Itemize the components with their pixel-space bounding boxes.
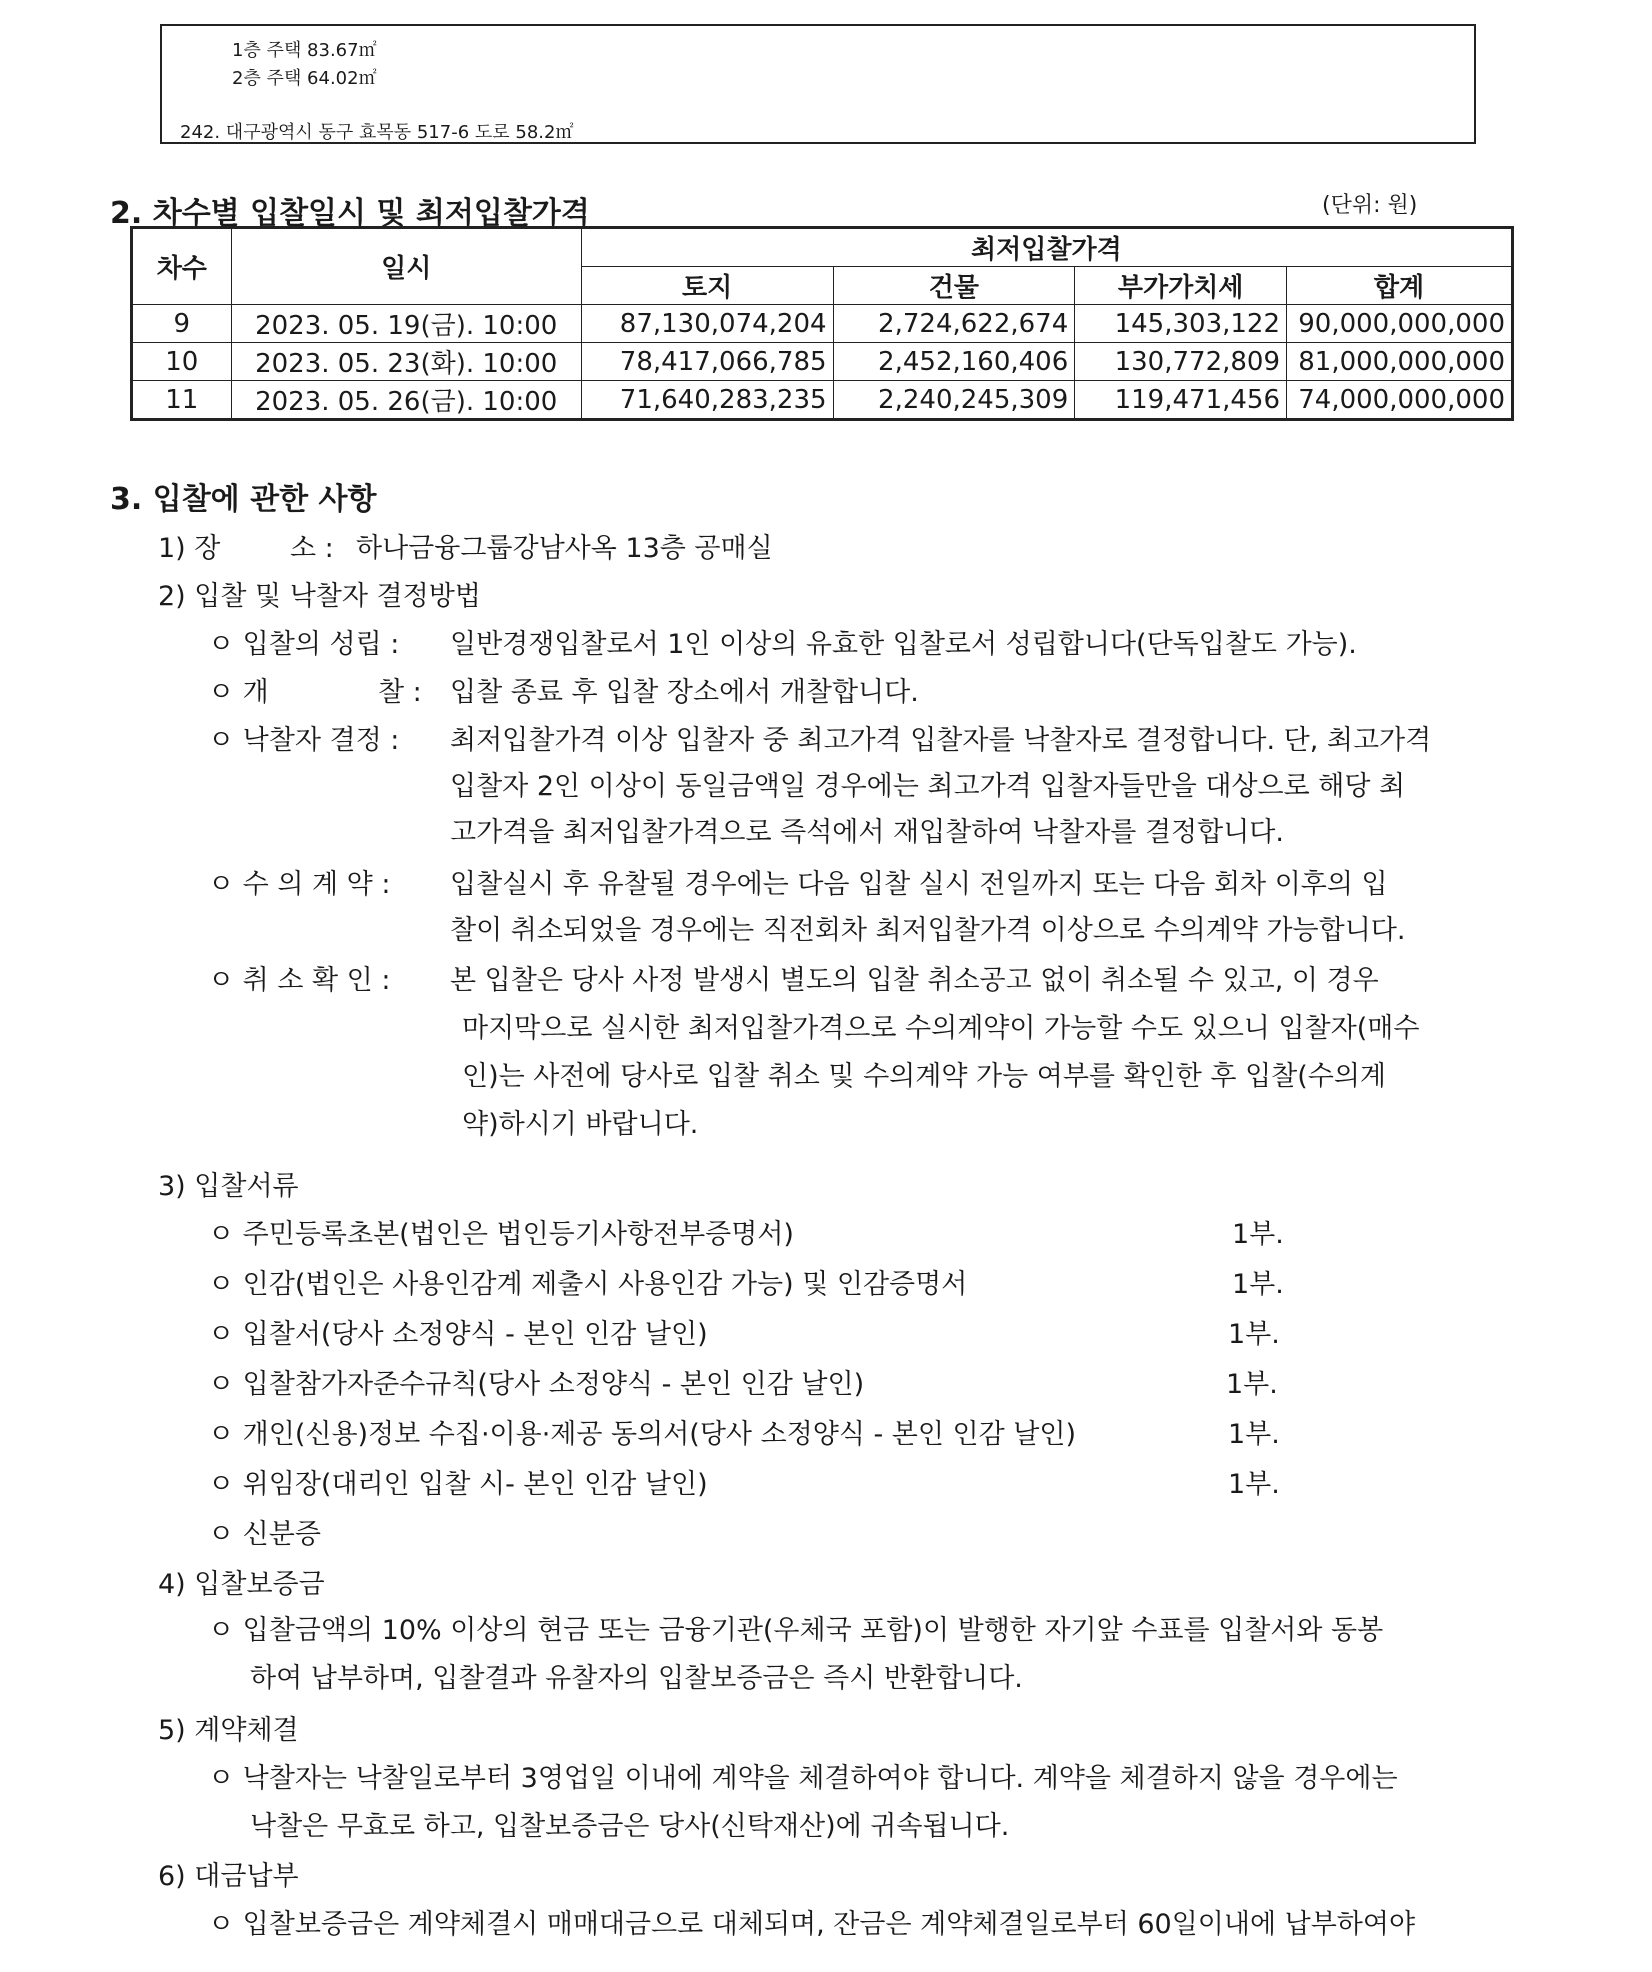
cell-total: 90,000,000,000 (1287, 305, 1513, 343)
cell-building: 2,240,245,309 (833, 381, 1075, 420)
doc-qty: 1부. (1232, 1219, 1284, 1250)
contract-line2: 낙찰은 무효로 하고, 입찰보증금은 당사(신탁재산)에 귀속됩니다. (250, 1811, 1010, 1842)
m2-label-b: 찰 : (378, 677, 422, 708)
cell-date: 2023. 05. 26(금). 10:00 (231, 381, 581, 420)
docs-title: 3) 입찰서류 (158, 1171, 299, 1202)
doc-qty: 1부. (1232, 1269, 1284, 1300)
doc-item: ㅇ 신분증 (208, 1519, 321, 1550)
header-date: 일시 (231, 228, 581, 305)
m5-line4: 약)하시기 바랍니다. (462, 1109, 699, 1140)
cell-land: 87,130,074,204 (581, 305, 833, 343)
place-value: 하나금융그룹강남사옥 13층 공매실 (356, 533, 773, 564)
contract-title: 5) 계약체결 (158, 1715, 299, 1746)
section3-title: 3. 입찰에 관한 사항 (110, 482, 377, 517)
table-row (132, 381, 1513, 420)
header-total: 합계 (1287, 267, 1513, 305)
m5-line2: 마지막으로 실시한 최저입찰가격으로 수의계약이 가능할 수도 있으니 입찰자(매수 (462, 1013, 1420, 1044)
method-title: 2) 입찰 및 낙찰자 결정방법 (158, 581, 481, 612)
place-label-b: 소 : (290, 533, 334, 564)
deposit-title: 4) 입찰보증금 (158, 1569, 325, 1600)
m2-text: 입찰 종료 후 입찰 장소에서 개찰합니다. (450, 677, 919, 708)
table-row (132, 343, 1513, 381)
m1-text: 일반경쟁입찰로서 1인 이상의 유효한 입찰로서 성립합니다(단독입찰도 가능). (450, 629, 1357, 660)
m5-label: ㅇ 취 소 확 인 : (208, 965, 391, 996)
floor1-area: 1층 주택 83.67㎡ (232, 40, 377, 61)
m1-label: ㅇ 입찰의 성립 : (208, 629, 400, 660)
m3-line2: 입찰자 2인 이상이 동일금액일 경우에는 최고가격 입찰자들만을 대상으로 해당 최 (450, 771, 1406, 802)
place-label-a: 1) 장 (158, 533, 221, 564)
payment-line1: ㅇ 입찰보증금은 계약체결시 매매대금으로 대체되며, 잔금은 계약체결일로부터 60일이내에 납부하여야 (208, 1909, 1416, 1940)
cell-land: 71,640,283,235 (581, 381, 833, 420)
section2-title: 2. 차수별 입찰일시 및 최저입찰가격 (110, 196, 590, 231)
doc-item: ㅇ 개인(신용)정보 수집·이용·제공 동의서(당사 소정양식 - 본인 인감 날인) (208, 1419, 1076, 1450)
header-land: 토지 (581, 267, 833, 305)
m3-label: ㅇ 낙찰자 결정 : (208, 725, 400, 756)
header-building: 건물 (833, 267, 1075, 305)
m5-line3: 인)는 사전에 당사로 입찰 취소 및 수의계약 가능 여부를 확인한 후 입찰(수의계 (462, 1061, 1387, 1092)
cell-vat: 119,471,456 (1075, 381, 1287, 420)
cell-round: 11 (132, 381, 232, 420)
m4-line1: 입찰실시 후 유찰될 경우에는 다음 입찰 실시 전일까지 또는 다음 회차 이후의 입 (450, 869, 1388, 900)
deposit-line2: 하여 납부하며, 입찰결과 유찰자의 입찰보증금은 즉시 반환합니다. (250, 1663, 1023, 1694)
doc-item: ㅇ 입찰서(당사 소정양식 - 본인 인감 날인) (208, 1319, 708, 1350)
doc-qty: 1부. (1228, 1419, 1280, 1450)
doc-item: ㅇ 입찰참가자준수규칙(당사 소정양식 - 본인 인감 날인) (208, 1369, 865, 1400)
cell-date: 2023. 05. 19(금). 10:00 (231, 305, 581, 343)
m2-label-a: ㅇ 개 (208, 677, 269, 708)
cell-round: 10 (132, 343, 232, 381)
doc-qty: 1부. (1228, 1469, 1280, 1500)
doc-item: ㅇ 인감(법인은 사용인감계 제출시 사용인감 가능) 및 인감증명서 (208, 1269, 968, 1300)
m4-line2: 찰이 취소되었을 경우에는 직전회차 최저입찰가격 이상으로 수의계약 가능합니다. (450, 915, 1406, 946)
doc-qty: 1부. (1228, 1319, 1280, 1350)
cell-building: 2,724,622,674 (833, 305, 1075, 343)
cell-vat: 145,303,122 (1075, 305, 1287, 343)
header-vat: 부가가치세 (1075, 267, 1287, 305)
table-row (132, 305, 1513, 343)
floor2-area: 2층 주택 64.02㎡ (232, 68, 377, 89)
cell-date: 2023. 05. 23(화). 10:00 (231, 343, 581, 381)
deposit-line1: ㅇ 입찰금액의 10% 이상의 현금 또는 금융기관(우체국 포함)이 발행한 자기앞 수표를 입찰서와 동봉 (208, 1615, 1384, 1646)
doc-item: ㅇ 주민등록초본(법인은 법인등기사항전부증명서) (208, 1219, 794, 1250)
cell-total: 81,000,000,000 (1287, 343, 1513, 381)
m3-line3: 고가격을 최저입찰가격으로 즉석에서 재입찰하여 낙찰자를 결정합니다. (450, 817, 1284, 848)
header-min-price: 최저입찰가격 (581, 228, 1512, 267)
cell-total: 74,000,000,000 (1287, 381, 1513, 420)
doc-item: ㅇ 위임장(대리인 입찰 시- 본인 인감 날인) (208, 1469, 708, 1500)
m4-label: ㅇ 수 의 계 약 : (208, 869, 391, 900)
payment-title: 6) 대금납부 (158, 1861, 299, 1892)
unit-label: (단위: 원) (1322, 193, 1418, 218)
cell-building: 2,452,160,406 (833, 343, 1075, 381)
cell-land: 78,417,066,785 (581, 343, 833, 381)
m5-line1: 본 입찰은 당사 사정 발생시 별도의 입찰 취소공고 없이 취소될 수 있고, 이 경우 (450, 965, 1379, 996)
header-round: 차수 (132, 228, 232, 305)
doc-qty: 1부. (1226, 1369, 1278, 1400)
parcel-242: 242. 대구광역시 동구 효목동 517-6 도로 58.2㎡ (180, 122, 574, 143)
m3-line1: 최저입찰가격 이상 입찰자 중 최고가격 입찰자를 낙찰자로 결정합니다. 단, 최고가격 (450, 725, 1432, 756)
bid-schedule-table (130, 226, 1514, 421)
cell-vat: 130,772,809 (1075, 343, 1287, 381)
cell-round: 9 (132, 305, 232, 343)
contract-line1: ㅇ 낙찰자는 낙찰일로부터 3영업일 이내에 계약을 체결하여야 합니다. 계약을 체결하지 않을 경우에는 (208, 1763, 1398, 1794)
